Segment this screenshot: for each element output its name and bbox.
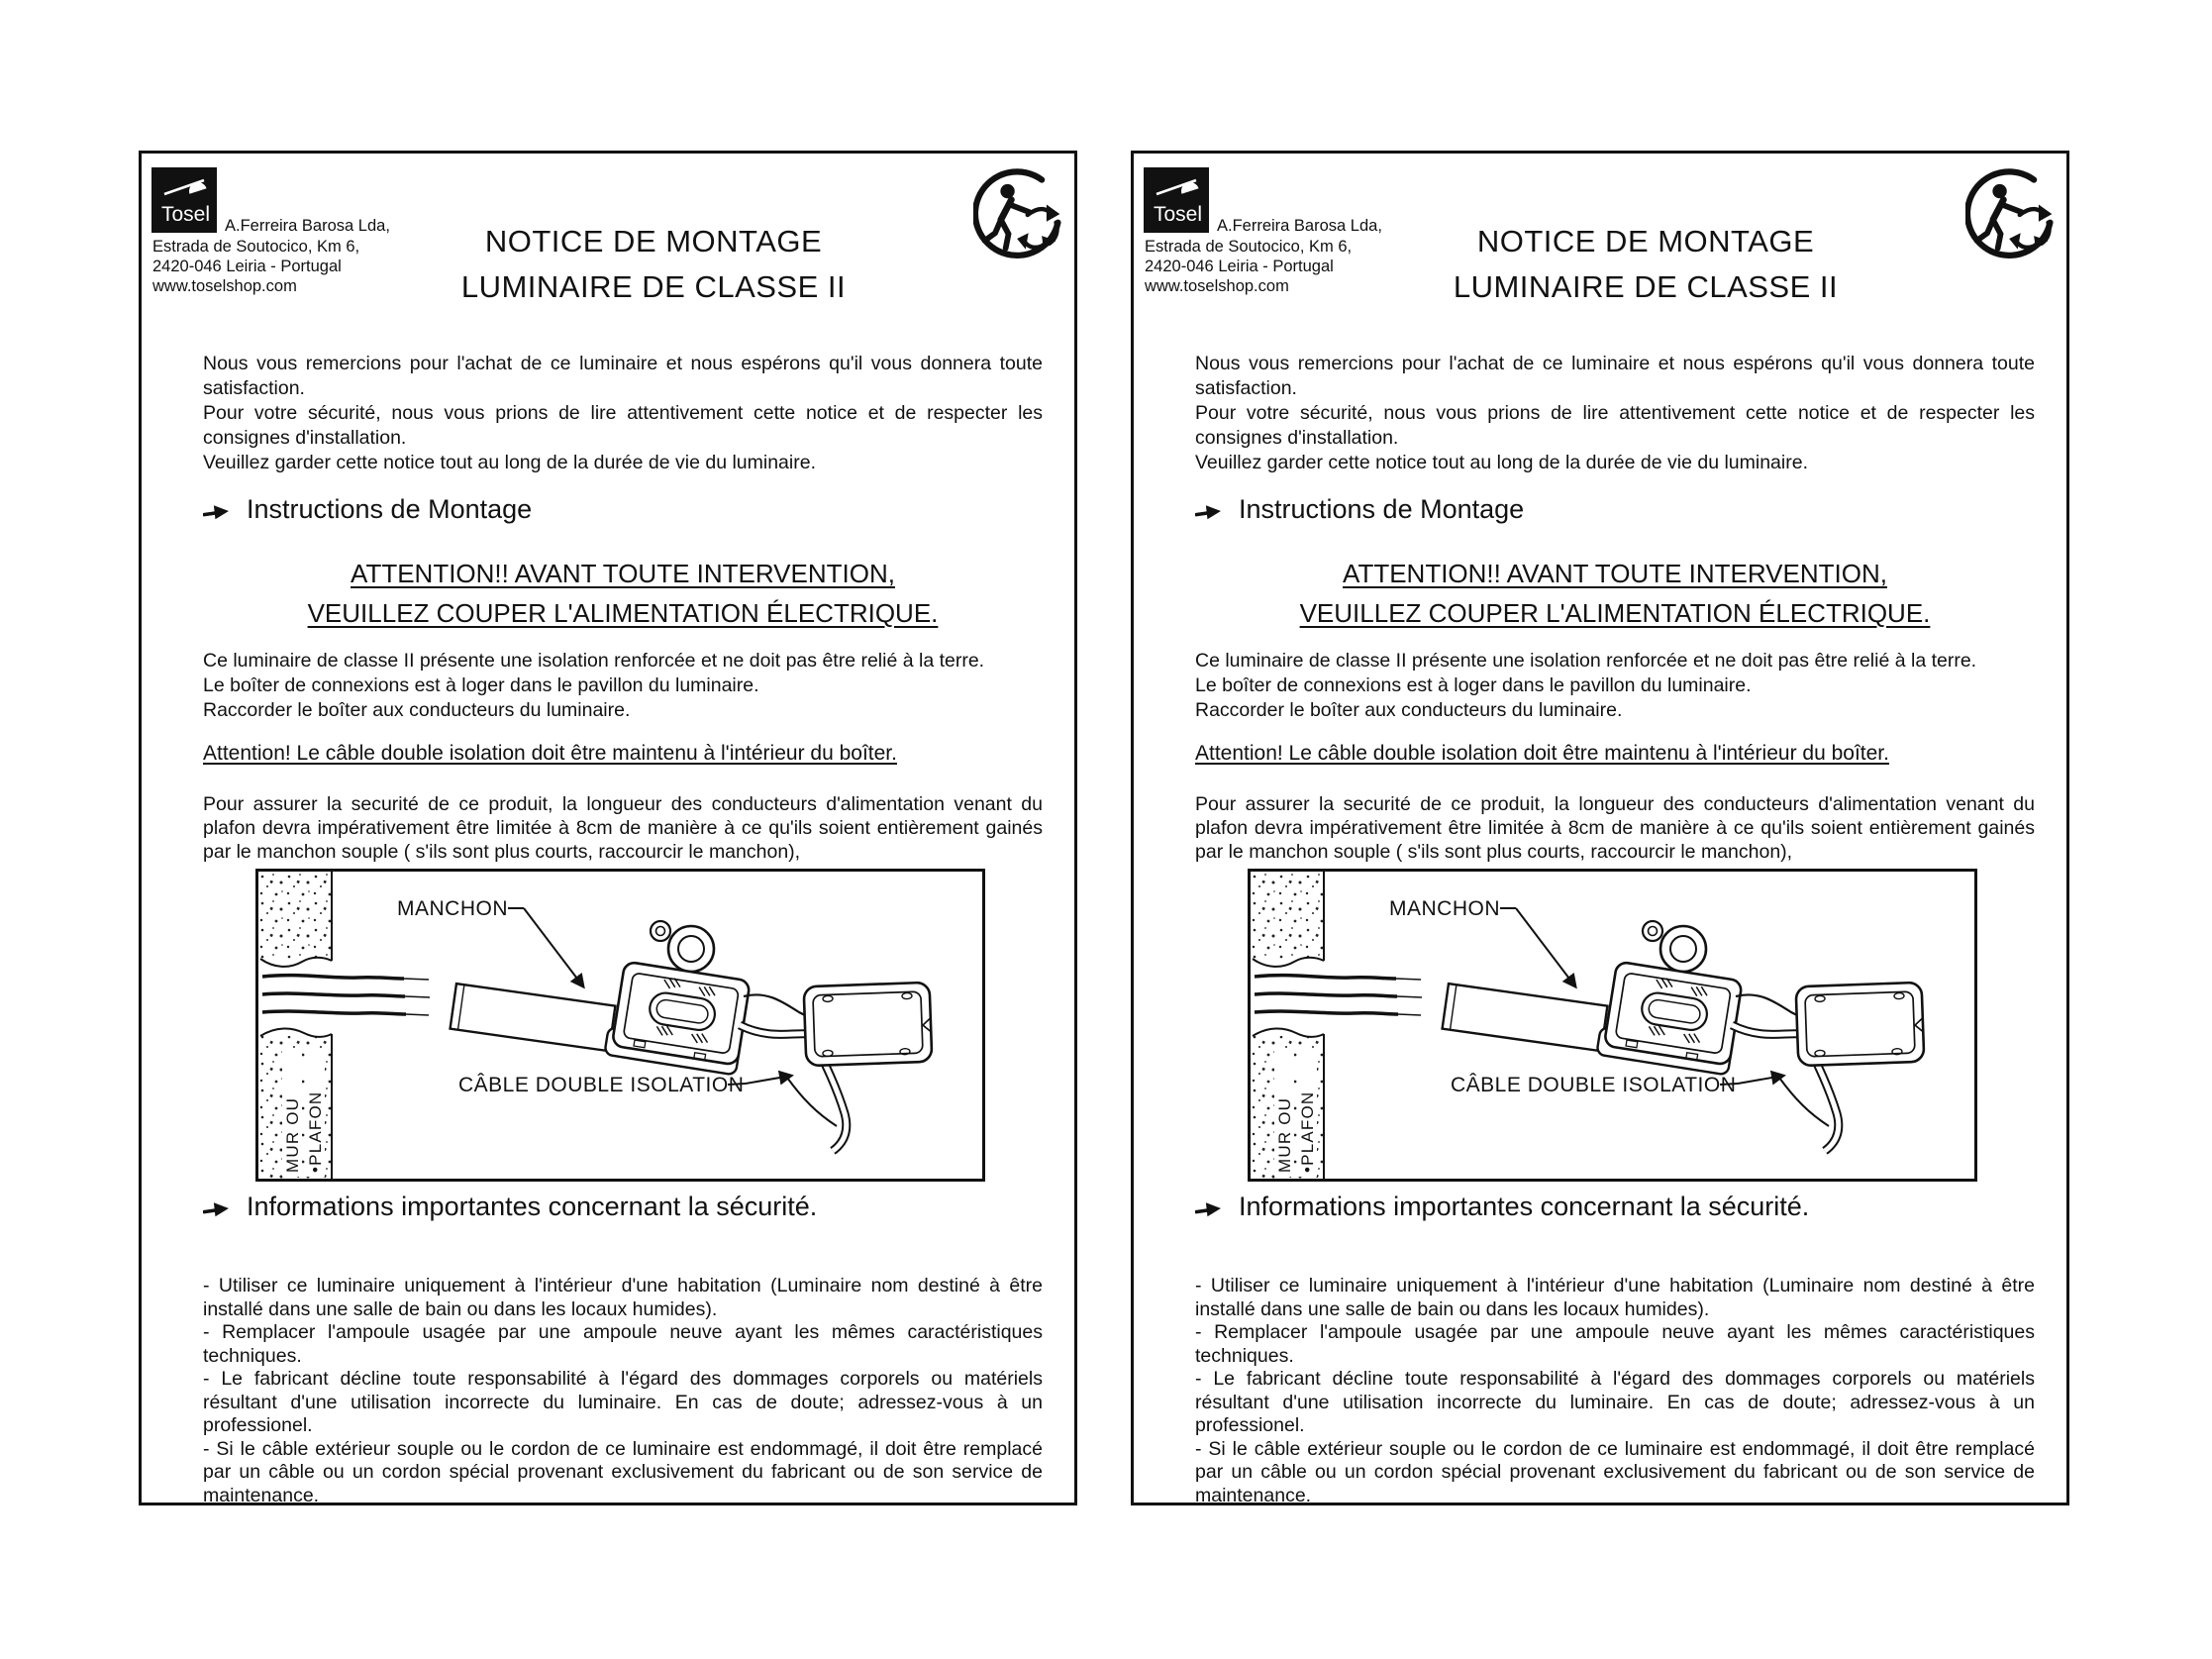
manchon-sleeve [451, 984, 616, 1051]
notice-page-1 [139, 151, 1077, 1505]
hanging-ring [1643, 921, 1706, 972]
intro-paragraphs [203, 352, 1043, 475]
document-title-line1: NOTICE DE MONTAGE [1476, 224, 1815, 259]
tosel-logo-text: Tosel [161, 203, 211, 226]
installation-diagram-canvas [1251, 872, 1974, 1179]
heavy-right-arrow-icon [203, 1198, 230, 1219]
wall-break-line-upper [260, 958, 332, 967]
power-warning [203, 554, 1043, 633]
safety-item: - Le fabricant décline toute responsabilité à l'égard des dommages corporels ou matériels résultant d'une utilisation incorrecte du luminaire. En cas de doute; adressez-vous à un professionel. [1195, 1368, 2035, 1436]
installation-diagram [255, 869, 985, 1182]
safety-item: - Le fabricant décline toute responsabilité à l'égard des dommages corporels ou matériels résultant d'une utilisation incorrecte du luminaire. En cas de doute; adressez-vous à un professionel. [203, 1368, 1043, 1436]
montage-heading-text: Instructions de Montage [1239, 494, 1525, 524]
document-title [233, 219, 1074, 310]
montage-heading-text: Instructions de Montage [247, 494, 533, 524]
figure-label-cable: CÂBLE DOUBLE ISOLATION [1451, 1074, 1737, 1096]
safety-section-heading [1195, 1192, 1809, 1222]
document-title-line2: LUMINAIRE DE CLASSE II [1453, 269, 1839, 304]
safety-item: - Remplacer l'ampoule usagée par une ampoule neuve ayant les mêmes caractéristiques techniques. [203, 1321, 1043, 1367]
montage-p4: Pour assurer la securité de ce produit, la longueur des conducteurs d'alimentation venant du plafon devra impérativement être limitée à 8cm de manière à ce qu'ils soient entièrement gainés par le manchon souple ( s'ils sont plus courts, raccourcir le manchon), [1195, 793, 2035, 863]
tosel-logo [151, 167, 217, 233]
safety-item: - Remplacer l'ampoule usagée par une ampoule neuve ayant les mêmes caractéristiques techniques. [1195, 1321, 2035, 1367]
cover-plate [804, 983, 933, 1066]
figure-label-manchon: MANCHON [1389, 897, 1500, 920]
company-address-line1: Estrada de Soutocico, Km 6, [1145, 238, 1353, 256]
company-name: A.Ferreira Barosa Lda, [225, 217, 390, 235]
intro-p1: Nous vous remercions pour l'achat de ce luminaire et nous espérons qu'il vous donnera toute satisfaction. [203, 353, 1043, 399]
connection-box [604, 961, 750, 1076]
intro-p3: Veuillez garder cette notice tout au long de la durée de vie du luminaire. [1195, 452, 1808, 473]
montage-p3: Raccorder le boîter aux conducteurs du luminaire. [1195, 699, 1623, 721]
safety-item: - Si le câble extérieur souple ou le cordon de ce luminaire est endommagé, il doit être remplacé par un câble ou un cordon spécial provenant exclusivement du fabricant ou de son service de maintenance. [203, 1437, 1043, 1506]
montage-p1: Ce luminaire de classe II présente une isolation renforcée et ne doit pas être relié à la terre. [203, 650, 985, 672]
intro-p1: Nous vous remercions pour l'achat de ce luminaire et nous espérons qu'il vous donnera toute satisfaction. [1195, 353, 2035, 399]
connection-box [1596, 961, 1742, 1076]
hanging-ring [651, 921, 714, 972]
safety-section-heading [203, 1192, 817, 1222]
wall-hatch-upper [258, 872, 332, 959]
supply-wires [262, 976, 406, 1014]
wall-break-line-lower [260, 1028, 332, 1036]
wire-tips [1396, 979, 1422, 1015]
supply-wires [1255, 976, 1398, 1014]
cable-attention-note: Attention! Le câble double isolation doit être maintenu à l'intérieur du boîter. [203, 742, 897, 765]
montage-section-heading [203, 494, 532, 525]
installation-diagram [1248, 869, 1977, 1182]
notice-page-2 [1131, 151, 2069, 1505]
figure-label-wall-line2: •PLAFON [306, 1090, 325, 1173]
document-title-line1: NOTICE DE MONTAGE [484, 224, 823, 259]
company-address-line2: 2420-046 Leiria - Portugal [1145, 258, 1334, 275]
wall-hatch-upper [1251, 872, 1324, 959]
power-warning [1195, 554, 2035, 633]
figure-label-wall-line2: •PLAFON [1298, 1090, 1317, 1173]
montage-p2: Le boîter de connexions est à loger dans le pavillon du luminaire. [1195, 674, 1752, 696]
cable-attention-note: Attention! Le câble double isolation doit être maintenu à l'intérieur du boîter. [1195, 742, 1889, 765]
heavy-right-arrow-icon [203, 501, 230, 522]
montage-paragraphs [203, 649, 1043, 723]
montage-paragraphs [1195, 649, 2035, 723]
montage-p1: Ce luminaire de classe II présente une isolation renforcée et ne doit pas être relié à la terre. [1195, 650, 1977, 672]
safety-heading-text: Informations importantes concernant la sécurité. [247, 1192, 818, 1221]
intro-paragraphs [1195, 352, 2035, 475]
intro-p2: Pour votre sécurité, nous vous prions de lire attentivement cette notice et de respecter les consignes d'installation. [1195, 402, 2035, 449]
safety-item: - Utiliser ce luminaire uniquement à l'intérieur d'une habitation (Luminaire nom destiné à être installé dans une salle de bain ou dans les locaux humides). [1195, 1275, 2035, 1320]
company-address-line1: Estrada de Soutocico, Km 6, [152, 238, 360, 256]
document-title [1225, 219, 2066, 310]
figure-label-cable: CÂBLE DOUBLE ISOLATION [458, 1074, 745, 1096]
triman-recycling-icon [973, 168, 1068, 263]
tosel-logo-text: Tosel [1154, 203, 1203, 226]
cover-plate [1796, 983, 1925, 1066]
figure-label-wall-line1: MUR OU [1275, 1096, 1294, 1173]
heavy-right-arrow-icon [1195, 501, 1222, 522]
company-address-line2: 2420-046 Leiria - Portugal [152, 258, 342, 275]
figure-label-wall-line1: MUR OU [283, 1096, 302, 1173]
wire-tips [404, 979, 430, 1015]
power-warning-line1: ATTENTION!! AVANT TOUTE INTERVENTION, [1343, 559, 1887, 588]
cable-leader-arrow [1738, 1076, 1783, 1084]
heavy-right-arrow-icon [1195, 1198, 1222, 1219]
power-warning-line2: VEUILLEZ COUPER L'ALIMENTATION ÉLECTRIQUE. [307, 598, 939, 628]
intro-p2: Pour votre sécurité, nous vous prions de lire attentivement cette notice et de respecter les consignes d'installation. [203, 402, 1043, 449]
manchon-leader-arrow [524, 908, 583, 986]
montage-p4: Pour assurer la securité de ce produit, la longueur des conducteurs d'alimentation venant du plafon devra impérativement être limitée à 8cm de manière à ce qu'ils soient entièrement gainés par le manchon souple ( s'ils sont plus courts, raccourcir le manchon), [203, 793, 1043, 863]
cable-leader-arrow [746, 1076, 791, 1084]
safety-heading-text: Informations importantes concernant la sécurité. [1239, 1192, 1810, 1221]
safety-item: - Utiliser ce luminaire uniquement à l'intérieur d'une habitation (Luminaire nom destiné à être installé dans une salle de bain ou dans les locaux humides). [203, 1275, 1043, 1320]
triman-recycling-icon [1965, 168, 2061, 263]
manchon-sleeve [1443, 984, 1608, 1051]
montage-p3: Raccorder le boîter aux conducteurs du luminaire. [203, 699, 631, 721]
manchon-leader-arrow [1516, 908, 1575, 986]
power-warning-line1: ATTENTION!! AVANT TOUTE INTERVENTION, [351, 559, 895, 588]
tosel-logo [1144, 167, 1209, 233]
figure-label-manchon: MANCHON [397, 897, 508, 920]
power-warning-line2: VEUILLEZ COUPER L'ALIMENTATION ÉLECTRIQUE. [1299, 598, 1931, 628]
montage-p2: Le boîter de connexions est à loger dans le pavillon du luminaire. [203, 674, 759, 696]
intro-p3: Veuillez garder cette notice tout au long de la durée de vie du luminaire. [203, 452, 816, 473]
safety-item: - Si le câble extérieur souple ou le cordon de ce luminaire est endommagé, il doit être remplacé par un câble ou un cordon spécial provenant exclusivement du fabricant ou de son service de maintenance. [1195, 1437, 2035, 1506]
safety-list [203, 1275, 1043, 1507]
wall-break-line-upper [1253, 958, 1324, 967]
safety-list [1195, 1275, 2035, 1507]
company-website: www.toselshop.com [152, 277, 297, 295]
company-website: www.toselshop.com [1145, 277, 1289, 295]
wall-break-line-lower [1253, 1028, 1324, 1036]
installation-diagram-canvas [258, 872, 982, 1179]
document-title-line2: LUMINAIRE DE CLASSE II [460, 269, 847, 304]
montage-section-heading [1195, 494, 1524, 525]
company-name: A.Ferreira Barosa Lda, [1217, 217, 1382, 235]
